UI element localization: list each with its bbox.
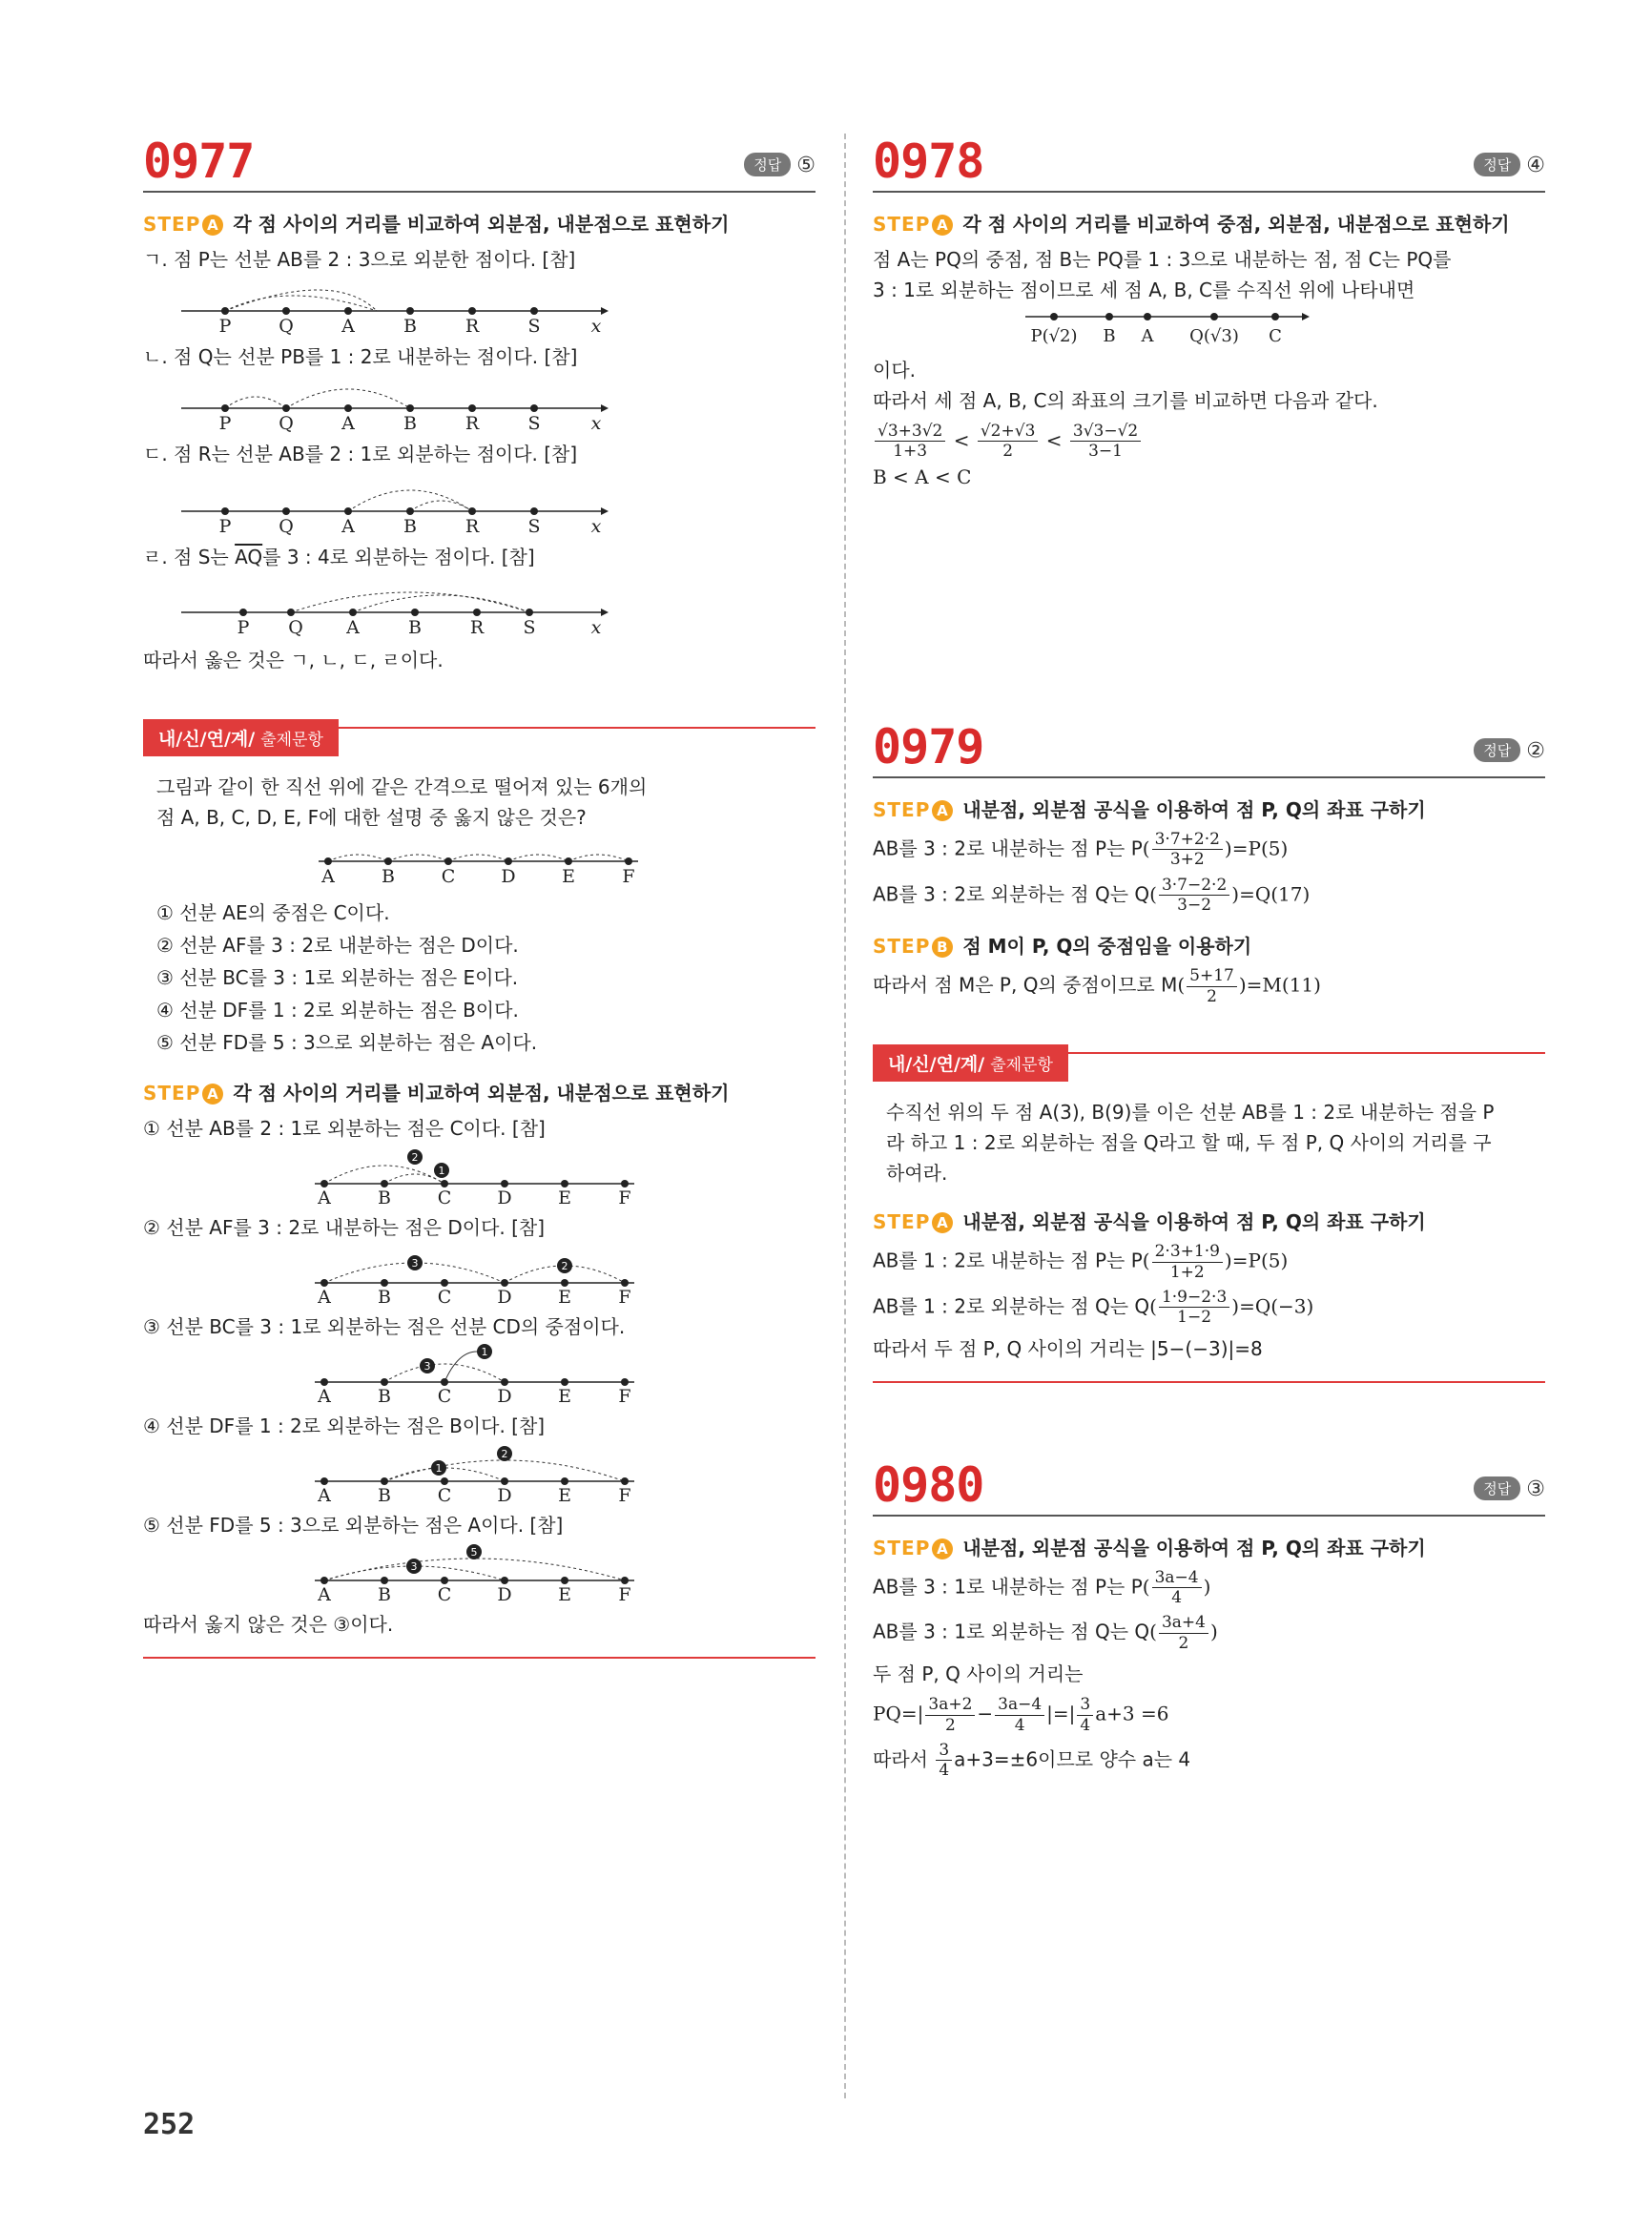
svg-text:A: A [318, 1485, 331, 1504]
six-point-diagram [305, 1441, 687, 1504]
svg-text:E: E [562, 866, 575, 886]
svg-text:x: x [590, 617, 602, 638]
svg-text:2: 2 [501, 1448, 508, 1460]
svg-text:D: D [497, 1584, 512, 1603]
svg-text:C: C [437, 1584, 452, 1603]
answer-badge: 정답 ③ [1474, 1476, 1545, 1501]
text-line: 3 : 1로 외분하는 점이므로 세 점 A, B, C를 수직선 위에 나타내면 [873, 279, 1415, 301]
text-line: 따라서 세 점 A, B, C의 좌표의 크기를 비교하면 다음과 같다. [873, 389, 1378, 412]
svg-text:3: 3 [423, 1360, 431, 1373]
svg-text:R: R [465, 413, 480, 433]
formula-line: PQ=| $\frac{3a+2}{2}$ − $\frac{3a-4}{4}$ |=| $\frac{3}{4}$ a+3 =6 [873, 1695, 1169, 1735]
svg-text:x: x [590, 413, 602, 433]
svg-text:R: R [465, 516, 480, 536]
svg-text:A: A [318, 1287, 331, 1306]
six-point-diagram [305, 1243, 687, 1306]
naesin-tag: 내/신/연/계/ 출제문항 [143, 719, 339, 756]
step-heading: STEP A 내분점, 외분점 공식을 이용하여 점 P, Q의 좌표 구하기 [873, 797, 1426, 821]
svg-text:3: 3 [411, 1257, 419, 1270]
naesin-related-problem [143, 719, 816, 1659]
svg-text:F: F [618, 1386, 631, 1405]
number-line-diagram [181, 572, 639, 639]
page-number: 252 [143, 2108, 196, 2141]
formula-line: 따라서 점 M은 P, Q의 중점이므로 M( $\frac{5+17}{2}$ )=M(11) [873, 966, 1321, 1006]
svg-text:B: B [403, 316, 417, 336]
svg-text:P: P [218, 316, 232, 336]
number-line-diagram [181, 469, 639, 536]
step-heading [143, 210, 816, 238]
svg-text:E: E [558, 1187, 571, 1207]
svg-text:x: x [590, 316, 602, 336]
svg-text:Q(√3): Q(√3) [1189, 326, 1239, 346]
svg-text:A: A [318, 1187, 331, 1207]
step-title: 각 점 사이의 거리를 비교하여 외분점, 내분점으로 표현하기 [233, 213, 730, 236]
svg-text:A: A [1141, 326, 1154, 346]
svg-text:C: C [437, 1287, 452, 1306]
solution-line: ⑤ 선분 FD를 5 : 3으로 외분하는 점은 A이다. [참] [143, 1514, 564, 1537]
problem-number: 0977 [143, 134, 255, 189]
step-tag: STEP A [143, 213, 223, 236]
svg-text:B: B [1103, 326, 1116, 346]
formula-line: 따라서 두 점 P, Q 사이의 거리는 |5−(−3)|=8 [873, 1336, 1263, 1360]
svg-text:S: S [527, 316, 541, 336]
choice-item: ① 선분 AE의 중점은 C이다. [156, 901, 390, 924]
statement-line: ㄱ. 점 P는 선분 AB를 2 : 3으로 외분한 점이다. [참] [143, 248, 576, 271]
svg-text:D: D [497, 1386, 512, 1405]
question-text: 점 A, B, C, D, E, F에 대한 설명 중 옳지 않은 것은? [156, 806, 587, 829]
problem-0979-header [873, 710, 1545, 778]
answer-badge: 정답 ② [1474, 738, 1545, 763]
svg-text:A: A [341, 516, 355, 536]
left-column [143, 124, 816, 1659]
statement-line: ㄷ. 점 R는 선분 AB를 2 : 1로 외분하는 점이다. [참] [143, 443, 578, 465]
svg-text:P: P [237, 617, 250, 638]
svg-text:S: S [523, 617, 536, 638]
svg-text:B: B [378, 1386, 391, 1405]
svg-text:E: E [558, 1386, 571, 1405]
svg-text:P: P [218, 413, 232, 433]
svg-text:2: 2 [411, 1151, 419, 1164]
svg-text:1: 1 [435, 1462, 443, 1475]
svg-text:F: F [618, 1584, 631, 1603]
conclusion: 따라서 옳은 것은 ㄱ, ㄴ, ㄷ, ㄹ이다. [143, 649, 444, 671]
number-line-diagram [181, 275, 639, 336]
svg-text:F: F [618, 1287, 631, 1306]
svg-text:Q: Q [279, 413, 294, 433]
svg-text:D: D [497, 1485, 512, 1504]
svg-text:C: C [437, 1187, 452, 1207]
solution-line: ④ 선분 DF를 1 : 2로 외분하는 점은 B이다. [참] [143, 1414, 546, 1437]
choice-list [156, 898, 802, 1058]
svg-text:A: A [318, 1386, 331, 1405]
formula-line: 따라서 $\frac{3}{4}$ a+3=±6이므로 양수 a는 4 [873, 1741, 1191, 1781]
svg-text:S: S [527, 516, 541, 536]
svg-text:B: B [378, 1287, 391, 1306]
svg-text:1: 1 [438, 1165, 445, 1177]
svg-text:Q: Q [279, 316, 294, 336]
svg-text:E: E [558, 1287, 571, 1306]
svg-text:5: 5 [470, 1546, 478, 1559]
step-heading: STEP B 점 M이 P, Q의 중점임을 이용하기 [873, 935, 1252, 959]
formula-line: AB를 3 : 1로 내분하는 점 P는 P( $\frac{3a-4}{4}$ ) [873, 1567, 1211, 1608]
svg-text:C: C [437, 1386, 452, 1405]
svg-text:A: A [341, 316, 355, 336]
problem-0978-header [873, 124, 1545, 193]
answer-badge [744, 153, 816, 177]
svg-text:A: A [321, 866, 335, 886]
problem-number: 0979 [873, 718, 984, 774]
svg-text:3: 3 [410, 1560, 418, 1573]
answer-label: 정답 [744, 153, 791, 176]
svg-text:P(√2): P(√2) [1030, 326, 1078, 346]
svg-text:B: B [382, 866, 395, 886]
text-line: 이다. [873, 359, 916, 382]
answer-badge: 정답 ④ [1474, 153, 1545, 177]
step-heading: STEP A 각 점 사이의 거리를 비교하여 중점, 외분점, 내분점으로 표현하기 [873, 213, 1510, 236]
inequality: $\frac{√3+3√2}{1+3}$ < $\frac{√2+√3}{2}$ < $\frac{3√3-√2}{3-1}$ [873, 422, 1545, 462]
svg-text:E: E [558, 1584, 571, 1603]
step-heading: STEP A 내분점, 외분점 공식을 이용하여 점 P, Q의 좌표 구하기 [873, 1536, 1426, 1559]
choice-item: ③ 선분 BC를 3 : 1로 외분하는 점은 E이다. [156, 966, 519, 989]
six-point-diagram [305, 1540, 687, 1603]
svg-text:P: P [218, 516, 232, 536]
svg-text:E: E [558, 1485, 571, 1504]
section-end-rule [143, 1657, 816, 1659]
solution-line: ③ 선분 BC를 3 : 1로 외분하는 점은 선분 CD의 중점이다. [143, 1315, 626, 1338]
question-text: 수직선 위의 두 점 A(3), B(9)를 이은 선분 AB를 1 : 2로 내분하는 점을 P [886, 1101, 1495, 1125]
number-line-diagram [181, 372, 639, 433]
svg-text:C: C [441, 866, 456, 886]
svg-text:A: A [346, 617, 360, 638]
svg-text:Q: Q [288, 617, 303, 638]
step-title: 각 점 사이의 거리를 비교하여 중점, 외분점, 내분점으로 표현하기 [962, 213, 1510, 236]
svg-text:B: B [378, 1584, 391, 1603]
naesin-tag: 내/신/연/계/ 출제문항 [873, 1044, 1068, 1082]
problem-0980-header [873, 1448, 1545, 1517]
text-line: 점 A는 PQ의 중점, 점 B는 PQ를 1 : 3으로 내분하는 점, 점 C는 PQ를 [873, 248, 1452, 271]
svg-text:D: D [497, 1287, 512, 1306]
conclusion: 따라서 옳지 않은 것은 ③이다. [143, 1613, 394, 1636]
svg-text:2: 2 [561, 1260, 568, 1272]
order-result: B < A < C [873, 465, 972, 488]
question-text: 라 하고 1 : 2로 외분하는 점을 Q라고 할 때, 두 점 P, Q 사이의 거리를 구 [886, 1131, 1492, 1155]
problem-number: 0980 [873, 1456, 984, 1513]
choice-item: ⑤ 선분 FD를 5 : 3으로 외분하는 점은 A이다. [156, 1031, 538, 1054]
naesin-related-problem [873, 1044, 1545, 1383]
svg-text:B: B [378, 1187, 391, 1207]
svg-text:B: B [408, 617, 422, 638]
six-point-diagram [305, 1342, 687, 1405]
svg-text:D: D [501, 866, 516, 886]
step-tag: STEP A [143, 1082, 223, 1105]
problem-0977-header [143, 124, 816, 193]
formula-line: AB를 3 : 1로 외분하는 점 Q는 Q( $\frac{3a+4}{2}$ ) [873, 1613, 1218, 1653]
svg-text:F: F [622, 866, 635, 886]
svg-text:S: S [527, 413, 541, 433]
six-point-diagram [309, 833, 691, 886]
solution-line: ② 선분 AF를 3 : 2로 내분하는 점은 D이다. [참] [143, 1216, 546, 1239]
svg-text:B: B [403, 516, 417, 536]
svg-text:C: C [1269, 326, 1282, 346]
svg-text:F: F [618, 1187, 631, 1207]
answer-value: ⑤ [796, 154, 816, 177]
formula-line: AB를 3 : 2로 내분하는 점 P는 P( $\frac{3\cdot 7+2\cdot 2}{3+2}$ )=P(5) [873, 829, 1289, 870]
step-heading: STEP A 내분점, 외분점 공식을 이용하여 점 P, Q의 좌표 구하기 [873, 1210, 1426, 1234]
svg-text:R: R [469, 617, 485, 638]
formula-line: AB를 3 : 2로 외분하는 점 Q는 Q( $\frac{3\cdot 7-2\cdot 2}{3-2}$ )=Q(17) [873, 875, 1311, 915]
right-column [873, 124, 1545, 1781]
statement-line: ㄹ. 점 S는 $\overline{AQ}$를 3 : 4로 외분하는 점이다. [참] [143, 546, 535, 568]
problem-number: 0978 [873, 134, 984, 189]
six-point-diagram [305, 1144, 687, 1207]
question-text: 그림과 같이 한 직선 위에 같은 간격으로 떨어져 있는 6개의 [156, 775, 648, 798]
svg-text:A: A [341, 413, 355, 433]
number-line-diagram [1016, 305, 1416, 349]
question-text: 하여라. [886, 1162, 948, 1186]
svg-text:1: 1 [481, 1346, 488, 1358]
svg-text:F: F [618, 1485, 631, 1504]
svg-text:Q: Q [279, 516, 294, 536]
column-divider [844, 134, 846, 2098]
formula-line: AB를 1 : 2로 외분하는 점 Q는 Q( $\frac{1\cdot 9-2\cdot 3}{1-2}$ )=Q(−3) [873, 1287, 1314, 1328]
svg-text:x: x [590, 516, 602, 536]
solution-line: ① 선분 AB를 2 : 1로 외분하는 점은 C이다. [참] [143, 1117, 546, 1140]
step-heading [143, 1079, 816, 1107]
choice-item: ② 선분 AF를 3 : 2로 내분하는 점은 D이다. [156, 934, 519, 957]
svg-text:R: R [465, 316, 480, 336]
formula-line: 두 점 P, Q 사이의 거리는 [873, 1662, 1084, 1686]
formula-line: AB를 1 : 2로 내분하는 점 P는 P( $\frac{2\cdot 3+1\cdot 9}{1+2}$ )=P(5) [873, 1242, 1289, 1282]
svg-text:C: C [437, 1485, 452, 1504]
svg-text:B: B [378, 1485, 391, 1504]
svg-text:B: B [403, 413, 417, 433]
choice-item: ④ 선분 DF를 1 : 2로 외분하는 점은 B이다. [156, 999, 519, 1022]
step-title: 각 점 사이의 거리를 비교하여 외분점, 내분점으로 표현하기 [233, 1082, 730, 1105]
statement-line: ㄴ. 점 Q는 선분 PB를 1 : 2로 내분하는 점이다. [참] [143, 345, 578, 368]
svg-text:A: A [318, 1584, 331, 1603]
segment-AQ: $\overline{AQ}$ [235, 546, 263, 568]
section-end-rule [873, 1381, 1545, 1383]
svg-text:D: D [497, 1187, 512, 1207]
